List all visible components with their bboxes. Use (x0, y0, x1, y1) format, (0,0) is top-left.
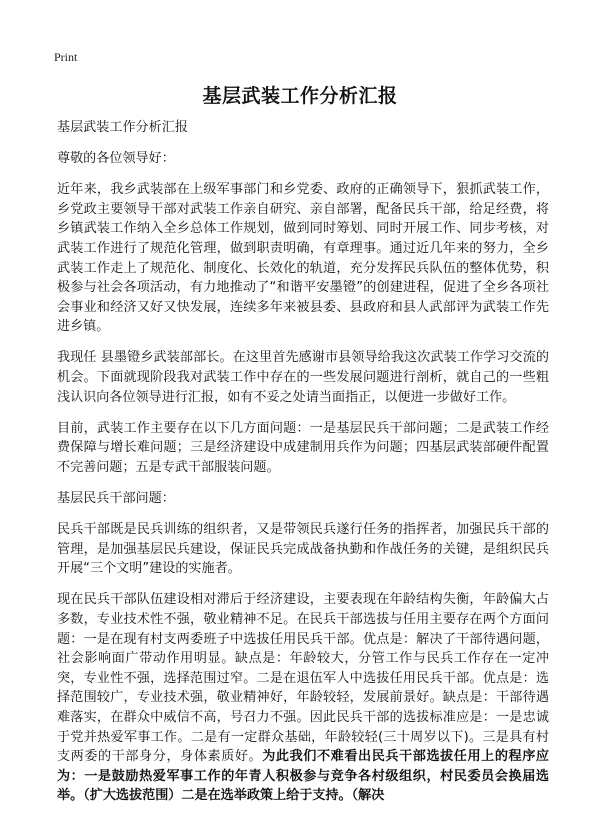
document-subtitle: 基层武装工作分析汇报 (57, 120, 188, 135)
paragraph-problems-overview: 目前，武装工作主要存在以下几方面问题：一是基层民兵干部问题；二是武装工作经费保障与增长难问题；三是经济建设中成建制用兵作为问题；四基层武装部硬件配置不完善问题；五是专武干部服装问题。 (57, 420, 549, 475)
document-title: 基层武装工作分析汇报 (202, 85, 398, 107)
paragraph-militia-cadre-role: 民兵干部既是民兵训练的组织者，又是带领民兵遂行任务的指挥者，加强民兵干部的管理，是加强基层民兵建设，保证民兵完成战备执勤和作战任务的关键，是组织民兵开展“三个文明”建设的实施者。 (57, 522, 549, 577)
paragraph-cadre-selection (57, 590, 549, 806)
cadre-selection-text: 现在民兵干部队伍建设相对滞后于经济建设，主要表现在年龄结构失衡，年龄偏大占多数，专业技术性不强，敬业精神不足。在民兵干部选拔与任用主要存在两个方面问题：一是在现有村支两委班子中选拔任用民兵干部。优点是：解决了干部待遇问题，社会影响面广带动作用明显。缺点是：年龄较大，分管工作与民兵工作存在一定冲突，专业性不强，选择范围过窄。二是在退伍军人中选拔任用民兵干部。优点是：选择范围较广，专业技术强，敬业精神好，年龄较轻，发展前景好。缺点是：干部待遇难落实，在群众中威信不高，号召力不强。因此民兵干部的选拔标准应是：一是忠诚于党并热爱军事工作。二是有一定群众基础，年龄较轻(三十周岁以下)。三是具有村支两委的干部身分，身体素质好。 (57, 592, 549, 765)
greeting: 尊敬的各位领导好： (57, 151, 175, 167)
cadre-selection-bold-text: 为此我们不难看出民兵干部选拔任用上的程序应为：一是鼓励热爱军事工作的年青人积极参与竞争各村级组织，村民委员会换届选举。（扩大选拔范围）二是在选举政策上给于支持。（解决 (57, 749, 550, 804)
section-heading-militia-cadres: 基层民兵干部问题： (57, 491, 175, 506)
paragraph-self-introduction: 我现任 县墨镫乡武装部部长。在这里首先感谢市县领导给我这次武装工作学习交流的机会。下面就现阶段我对武装工作中存在的一些发展问题进行剖析，就自己的一些粗浅认识向各位领导进行汇报，如有不妥之处请当面指正，以便进一步做好工作。 (57, 350, 549, 405)
print-link[interactable]: Print (54, 50, 78, 64)
paragraph-intro: 近年来，我乡武装部在上级军事部门和乡党委、政府的正确领导下，狠抓武装工作，乡党政主要领导干部对武装工作亲自研究、亲自部署，配备民兵干部，给足经费，将乡镇武装工作纳入全乡总体工作规划，做到同时筹划、同时开展工作、同步考核，对武装工作进行了规范化管理，做到职责明确，有章理事。通过近几年来的努力，全乡武装工作走上了规范化、制度化、长效化的轨道，充分发挥民兵队伍的整体优势，积极参与社会各项活动，有力地推动了“和谐平安墨镫”的创建进程，促进了全乡各项社会事业和经济又好又快发展，连续多年来被县委、县政府和县人武部评为武装工作先进乡镇。 (57, 182, 549, 335)
document-body (57, 118, 549, 817)
